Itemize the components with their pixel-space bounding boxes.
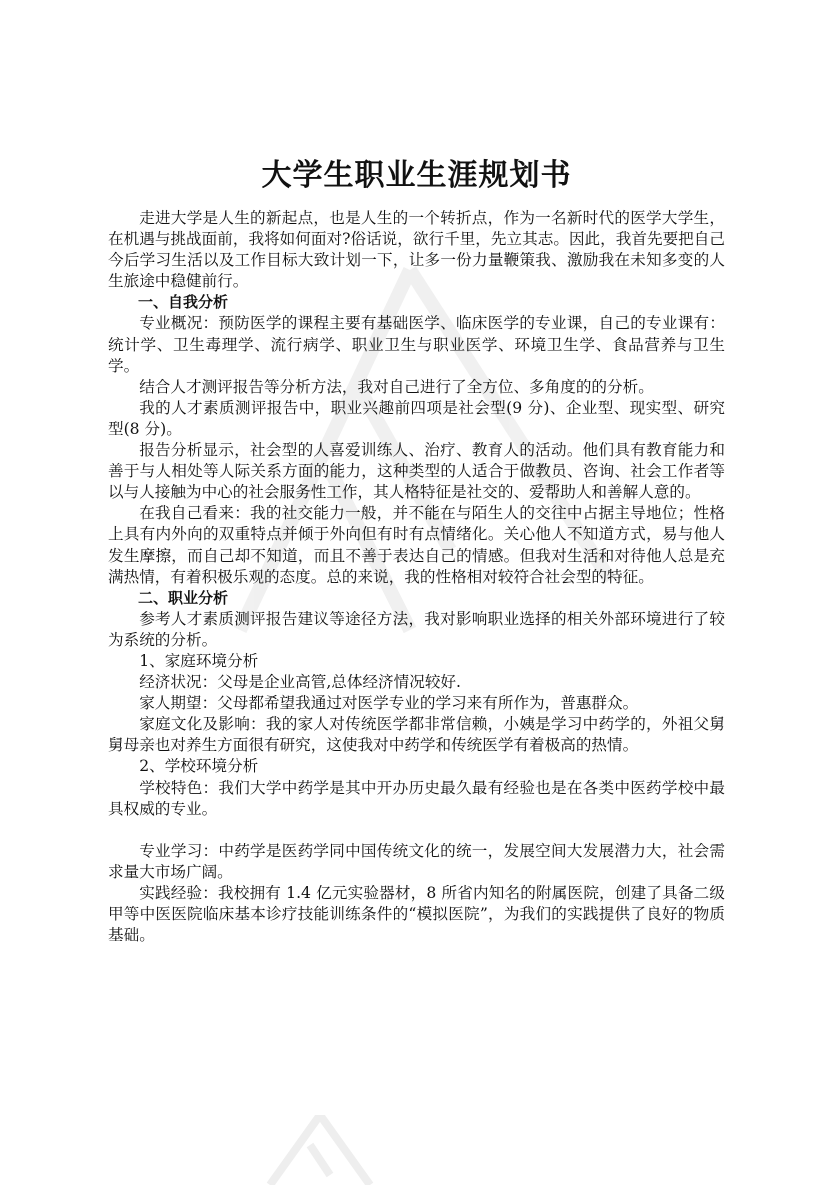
paragraph: 在我自己看来：我的社交能力一般，并不能在与陌生人的交往中占据主导地位；性格上具有内外向的双重特点并倾于外向但有时有点情绪化。关心他人不知道方式，易与他人发生摩擦，而自己却不知道，而且不善于表达自己的情感。但我对生活和对待他人总是充满热情，有着积极乐观的态度。总的来说，我的性格相对较符合社会型的特征。: [108, 504, 725, 586]
paragraph: 参考人才素质测评报告建议等途径方法，我对影响职业选择的相关外部环境进行了较为系统的分析。: [108, 609, 725, 649]
paragraph: 2、学校环境分析: [139, 757, 259, 776]
paragraph: 家庭文化及影响：我的家人对传统医学都非常信赖，小姨是学习中药学的，外祖父舅舅母亲也对养生方面很有研究，这使我对中药学和传统医学有着极高的热情。: [108, 715, 725, 755]
paragraph: 家人期望：父母都希望我通过对医学专业的学习来有所作为，普惠群众。: [139, 694, 639, 713]
paragraph: 实践经验：我校拥有 1.4 亿元实验器材，8 所省内知名的附属医院，创建了具备二级甲等中医医院临床基本诊疗技能训练条件的“模拟医院”，为我们的实践提供了良好的物质基础。: [108, 884, 725, 945]
paragraph: 走进大学是人生的新起点，也是人生的一个转折点，作为一名新时代的医学大学生，在机遇与挑战面前，我将如何面对?俗话说，欲行千里，先立其志。因此，我首先要把自己今后学习生活以及工作目标大致计划一下，让多一份力量鞭策我、激励我在未知多变的人生旅途中稳健前行。: [108, 209, 725, 291]
section-heading: 二、职业分析: [138, 588, 229, 607]
document-title: 大学生职业生涯规划书: [261, 158, 572, 193]
paragraph: 专业概况：预防医学的课程主要有基础医学、临床医学的专业课，自己的专业课有：统计学、卫生毒理学、流行病学、职业卫生与职业医学、环境卫生学、食品营养与卫生学。: [108, 314, 725, 375]
paragraph: 我的人才素质测评报告中，职业兴趣前四项是社会型(9 分)、企业型、现实型、研究型(8 分)。: [108, 398, 725, 438]
paragraph: 学校特色：我们大学中药学是其中开办历史最久最有经验也是在各类中医药学校中最具权威的专业。: [108, 778, 725, 818]
paragraph: 1、家庭环境分析: [139, 651, 259, 670]
document-body: [108, 208, 725, 946]
blank-line: [108, 820, 725, 841]
watermark-logo-icon-bottom: [260, 1115, 380, 1185]
paragraph: 报告分析显示，社会型的人喜爱训练人、治疗、教育人的活动。他们具有教育能力和善于与人相处等人际关系方面的能力，这种类型的人适合于做教员、咨询、社会工作者等以与人接触为中心的社会服务性工作，其人格特征是社交的、爱帮助人和善解人意的。: [108, 441, 725, 502]
paragraph: 经济状况：父母是企业高管,总体经济情况较好.: [139, 673, 461, 692]
paragraph: 结合人才测评报告等分析方法，我对自己进行了全方位、多角度的的分析。: [139, 377, 654, 396]
paragraph: 专业学习：中药学是医药学同中国传统文化的统一，发展空间大发展潜力大，社会需求量大市场广阔。: [108, 841, 725, 881]
section-heading: 一、自我分析: [138, 293, 229, 312]
